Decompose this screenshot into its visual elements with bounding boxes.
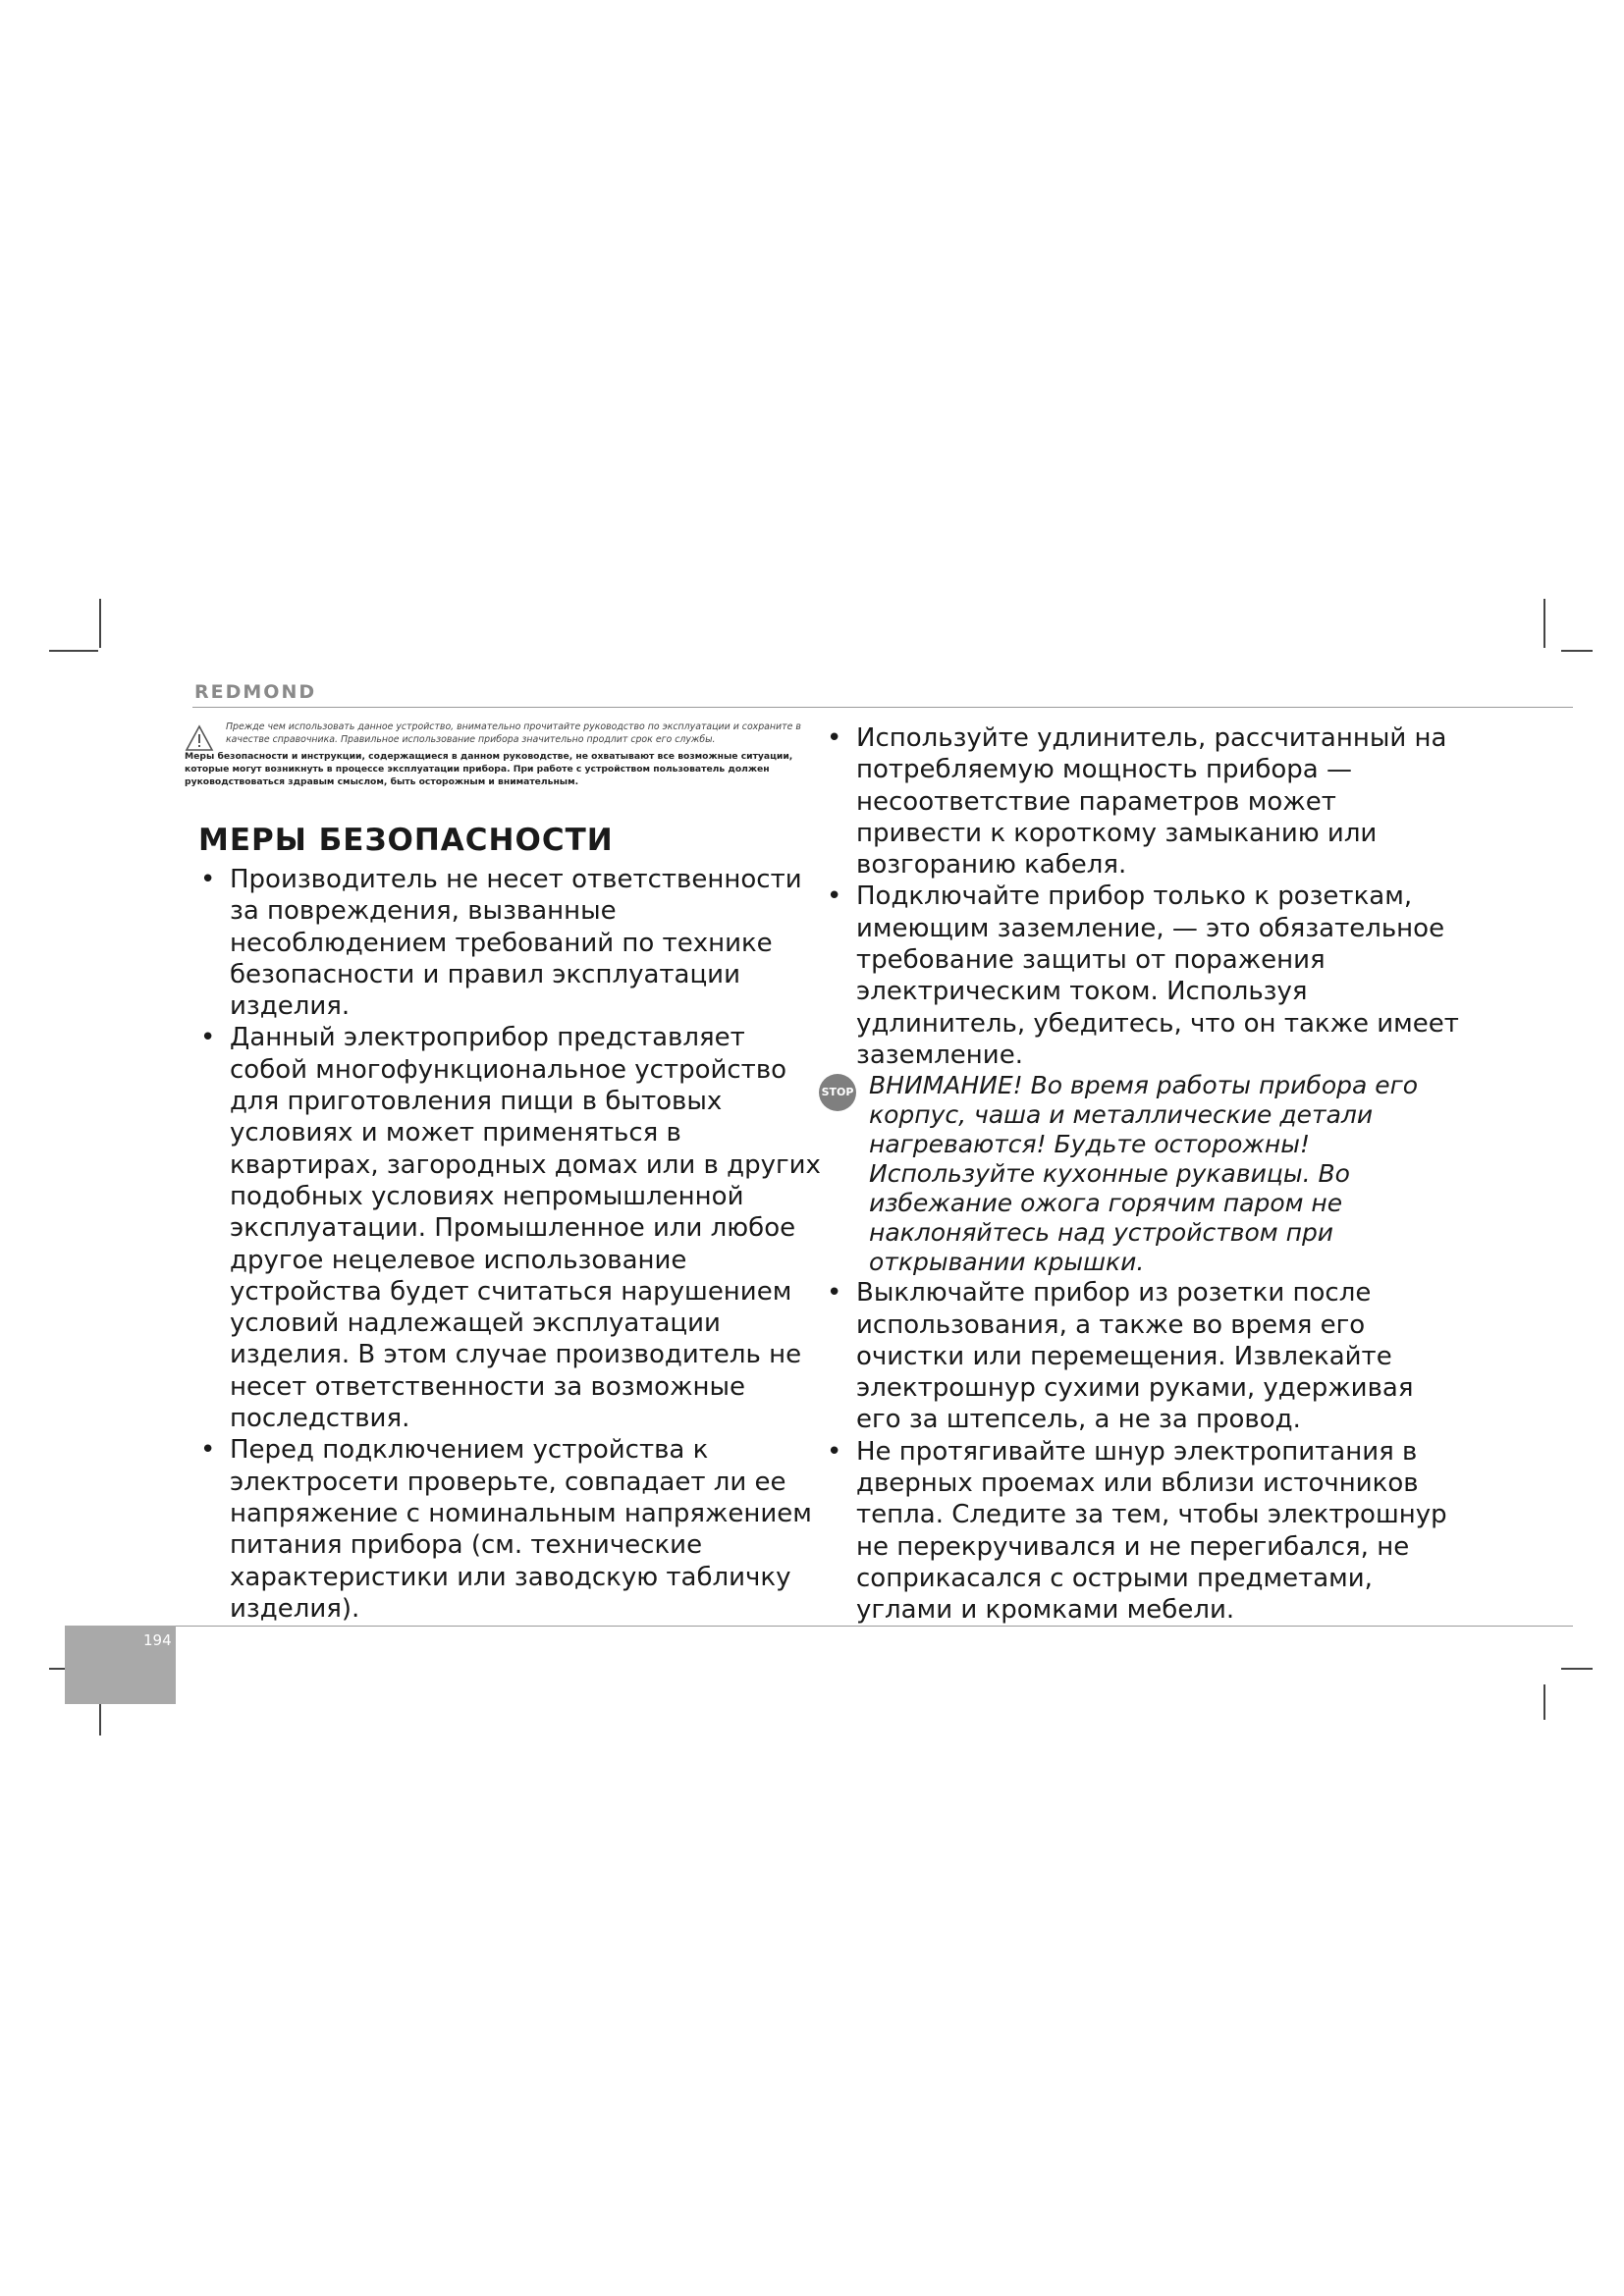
section-title: МЕРЫ БЕЗОПАСНОСТИ: [198, 823, 614, 858]
right-column: [823, 722, 1463, 1627]
warning-note: Меры безопасности и инструкции, содержащиеся в данном руководстве, не охватывают все возможные ситуации, которые могут возникнуть в процессе эксплуатации прибора. При работе с устройством пользователь должен руководствоваться здравым смыслом, быть осторожным и внимательным.: [185, 751, 793, 787]
crop-mark-bottom-right-v: [1543, 1684, 1545, 1720]
list-item: • Производитель не несет ответственности за повреждения, вызванные несоблюдением требований по технике безопасности и правил эксплуатации изделия.: [196, 864, 825, 1022]
left-column: [196, 864, 825, 1625]
page-number: 194: [143, 1631, 172, 1649]
warning-intro: Прежде чем использовать данное устройство, внимательно прочитайте руководство по эксплуатации и сохраните в качестве справочника. Правильное использование прибора значительно продлит срок его службы.: [226, 721, 801, 745]
warning-triangle-icon: [185, 724, 214, 752]
right-bullet-list-bottom: [823, 1277, 1463, 1626]
list-item: • Перед подключением устройства к электросети проверьте, совпадает ли ее напряжение с номинальным напряжением питания прибора (см. технические характеристики или заводскую табличку изделия).: [196, 1434, 825, 1625]
list-item: • Подключайте прибор только к розеткам, имеющим заземление, — это обязательное требование защиты от поражения электрическим током. Используя удлинитель, убедитесь, что он также имеет заземление.: [823, 881, 1463, 1071]
crop-mark-top-left-h: [49, 650, 98, 652]
header-rule: [192, 707, 1573, 708]
warning-block: [185, 721, 818, 788]
crop-mark-top-right-v: [1543, 599, 1545, 648]
list-item: • Не протягивайте шнур электропитания в дверных проемах или вблизи источников тепла. Следите за тем, чтобы электрошнур не перекручивался и не перегибался, не соприкасался с острыми предметами, углами и кромками мебели.: [823, 1436, 1463, 1627]
list-item: • Выключайте прибор из розетки после использования, а также во время его очистки или перемещения. Извлекайте электрошнур сухими руками, удерживая его за штепсель, а не за провод.: [823, 1277, 1463, 1435]
crop-mark-top-right-h: [1561, 650, 1593, 652]
caution-notice: [823, 1071, 1463, 1277]
right-bullet-list-top: [823, 722, 1463, 1071]
left-bullet-list: [196, 864, 825, 1625]
crop-mark-bottom-right-h: [1561, 1668, 1593, 1670]
list-item: • Используйте удлинитель, рассчитанный на потребляемую мощность прибора — несоответствие параметров может привести к короткому замыканию или возгоранию кабеля.: [823, 722, 1463, 881]
footer-rule: [69, 1626, 1573, 1627]
brand-logo: REDMOND: [194, 681, 317, 703]
list-item: • Данный электроприбор представляет собой многофункциональное устройство для приготовления пищи в бытовых условиях и может применяться в квартирах, загородных домах или в других подобных условиях непромышленной эксплуатации. Промышленное или любое другое нецелевое использование устройства будет считаться нарушением условий надлежащей эксплуатации изделия. В этом случае производитель не несет ответственности за возможные последствия.: [196, 1022, 825, 1434]
caution-notice-text: ВНИМАНИЕ! Во время работы прибора его корпус, чаша и металлические детали нагреваются! Будьте осторожны! Используйте кухонные рукавицы. Во избежание ожога горячим паром не наклоняйтесь над устройством при открывании крышки.: [869, 1071, 1419, 1277]
crop-mark-top-left-v: [99, 599, 101, 648]
stop-icon: STOP: [819, 1074, 856, 1111]
